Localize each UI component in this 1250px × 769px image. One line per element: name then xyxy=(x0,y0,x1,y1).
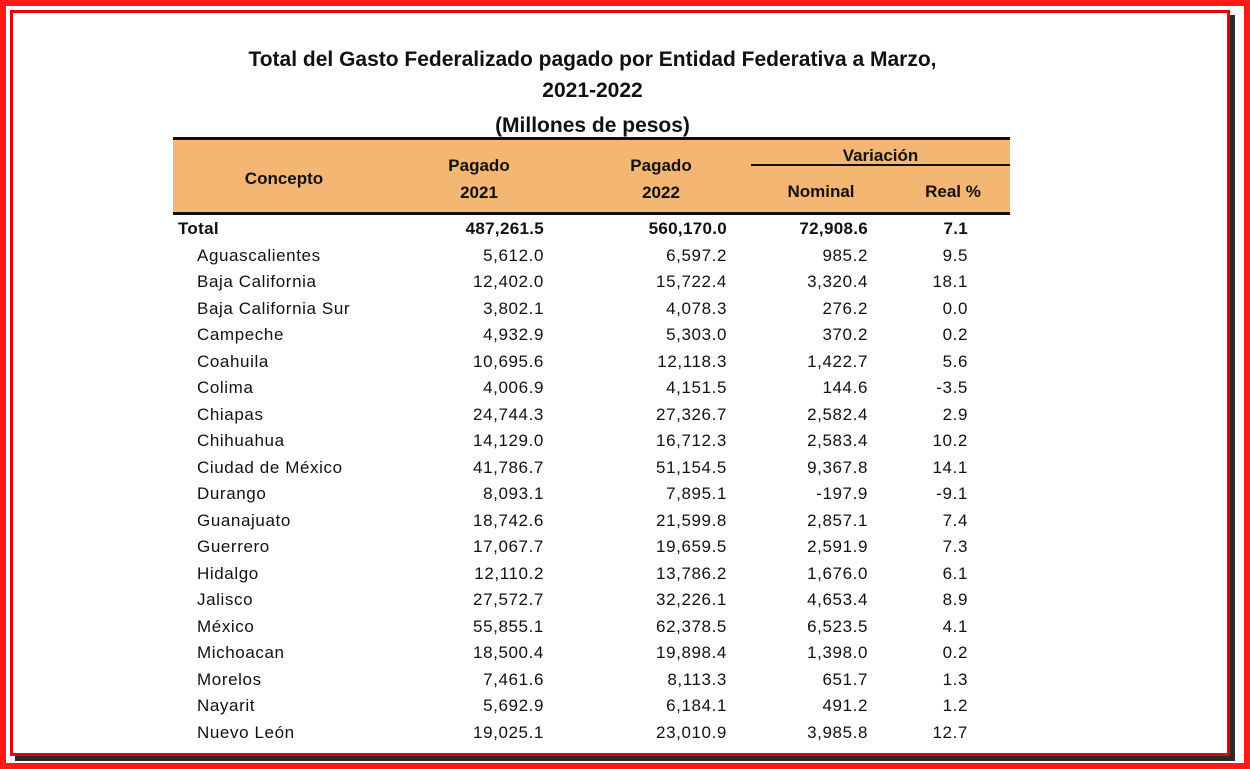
row-real: 12.7 xyxy=(932,722,968,742)
row-pagado-2022: 7,895.1 xyxy=(666,484,727,503)
row-pagado-2021: 18,742.6 xyxy=(473,510,544,530)
header-pagado-2022-year: 2022 xyxy=(642,183,680,202)
row-nominal: 2,857.1 xyxy=(807,510,868,530)
row-pagado-2022: 51,154.5 xyxy=(656,457,727,477)
row-nominal: 2,591.9 xyxy=(807,537,868,556)
row-pagado-2021: 5,612.0 xyxy=(483,245,544,265)
row-pagado-2021: 41,786.7 xyxy=(473,457,544,477)
row-nominal: 1,676.0 xyxy=(807,563,868,583)
row-nominal: 3,320.4 xyxy=(807,272,868,291)
row-name: Hidalgo xyxy=(197,563,259,583)
row-pagado-2021: 18,500.4 xyxy=(473,643,544,662)
row-name: Colima xyxy=(197,378,254,397)
row-real: 0.0 xyxy=(942,298,968,318)
row-pagado-2022: 19,898.4 xyxy=(656,643,727,662)
table-row xyxy=(173,639,1010,666)
table-row xyxy=(173,666,1010,693)
row-nominal: 144.6 xyxy=(822,378,868,397)
row-real: 2.9 xyxy=(942,404,968,424)
row-real: 1.3 xyxy=(942,669,968,689)
row-pagado-2021: 5,692.9 xyxy=(483,696,544,715)
row-pagado-2021: 487,261.5 xyxy=(465,219,544,238)
row-name: Ciudad de México xyxy=(197,457,343,477)
table-row xyxy=(173,586,1010,613)
row-pagado-2021: 24,744.3 xyxy=(473,404,544,424)
row-name: Baja California Sur xyxy=(197,298,351,318)
row-pagado-2022: 62,378.5 xyxy=(656,616,727,636)
row-nominal: -197.9 xyxy=(816,484,868,503)
table-row xyxy=(173,507,1010,534)
row-real: 4.1 xyxy=(942,616,968,636)
row-real: 5.6 xyxy=(942,351,968,371)
row-pagado-2021: 12,110.2 xyxy=(474,563,544,583)
row-pagado-2022: 6,184.1 xyxy=(666,696,727,715)
row-pagado-2021: 55,855.1 xyxy=(473,616,544,636)
table-header xyxy=(173,137,1010,215)
row-real: 18.1 xyxy=(932,272,968,291)
row-nominal: 2,583.4 xyxy=(807,431,868,450)
table-row xyxy=(173,613,1010,640)
row-real: 0.2 xyxy=(942,325,968,344)
row-name: Nayarit xyxy=(197,696,256,715)
row-real: 14.1 xyxy=(932,457,968,477)
row-name: Guanajuato xyxy=(197,510,291,530)
row-pagado-2021: 17,067.7 xyxy=(473,537,544,556)
row-pagado-2021: 3,802.1 xyxy=(483,298,544,318)
header-pagado-2021 xyxy=(409,152,549,206)
table-row xyxy=(173,560,1010,587)
row-nominal: 4,653.4 xyxy=(807,590,868,609)
row-pagado-2021: 4,932.9 xyxy=(483,325,544,344)
row-pagado-2021: 12,402.0 xyxy=(473,272,544,291)
row-name: Guerrero xyxy=(197,537,270,556)
row-nominal: 2,582.4 xyxy=(807,404,868,424)
row-pagado-2022: 5,303.0 xyxy=(666,325,727,344)
table-row xyxy=(173,295,1010,322)
row-name: Durango xyxy=(197,484,267,503)
table-row xyxy=(173,401,1010,428)
row-pagado-2022: 19,659.5 xyxy=(656,537,727,556)
table-row-total xyxy=(173,215,1010,242)
row-nominal: 985.2 xyxy=(822,245,868,265)
row-pagado-2021: 14,129.0 xyxy=(473,431,544,450)
row-name: Nuevo León xyxy=(197,722,295,742)
row-nominal: 9,367.8 xyxy=(807,457,868,477)
row-pagado-2022: 6,597.2 xyxy=(666,245,727,265)
header-concepto: Concepto xyxy=(244,169,324,188)
row-pagado-2022: 15,722.4 xyxy=(656,272,727,291)
row-nominal: 276.2 xyxy=(822,298,868,318)
row-pagado-2021: 8,093.1 xyxy=(483,484,544,503)
header-real-percent: Real % xyxy=(925,182,981,201)
table-title-line-2: 2021-2022 xyxy=(542,79,643,102)
row-name: Coahuila xyxy=(197,351,269,371)
row-name: Baja California xyxy=(197,272,317,291)
row-real: -3.5 xyxy=(936,378,968,397)
header-pagado-2021-year: 2021 xyxy=(460,183,498,202)
row-pagado-2021: 7,461.6 xyxy=(483,669,544,689)
row-pagado-2021: 4,006.9 xyxy=(483,378,544,397)
row-pagado-2022: 23,010.9 xyxy=(656,722,727,742)
row-pagado-2022: 8,113.3 xyxy=(667,669,727,689)
row-real: 6.1 xyxy=(942,563,968,583)
row-real: -9.1 xyxy=(936,484,968,503)
row-real: 8.9 xyxy=(942,590,968,609)
table-row xyxy=(173,242,1010,269)
row-pagado-2022: 21,599.8 xyxy=(656,510,727,530)
row-nominal: 1,422.7 xyxy=(807,351,868,371)
row-name: Aguascalientes xyxy=(197,245,321,265)
row-nominal: 1,398.0 xyxy=(807,643,868,662)
table-title-line-1: Total del Gasto Federalizado pagado por Entidad Federativa a Marzo, xyxy=(248,48,937,71)
table-row xyxy=(173,480,1010,507)
row-nominal: 3,985.8 xyxy=(807,722,868,742)
row-real: 9.5 xyxy=(942,245,968,265)
table-row xyxy=(173,692,1010,719)
row-nominal: 651.7 xyxy=(822,669,868,689)
row-pagado-2022: 27,326.7 xyxy=(656,404,727,424)
row-name: Campeche xyxy=(197,325,285,344)
row-pagado-2021: 19,025.1 xyxy=(473,722,544,742)
row-pagado-2022: 560,170.0 xyxy=(648,219,727,238)
row-name: Michoacan xyxy=(197,643,285,662)
table-title-units: (Millones de pesos) xyxy=(495,114,690,137)
table-row xyxy=(173,533,1010,560)
table-row xyxy=(173,268,1010,295)
table-row xyxy=(173,348,1010,375)
row-pagado-2022: 13,786.2 xyxy=(656,563,727,583)
row-real: 10.2 xyxy=(932,431,968,450)
row-pagado-2022: 4,151.5 xyxy=(666,378,727,397)
row-real: 7.4 xyxy=(942,510,968,530)
row-pagado-2022: 16,712.3 xyxy=(656,431,727,450)
table-row xyxy=(173,321,1010,348)
row-name: Total xyxy=(178,219,219,238)
row-pagado-2022: 4,078.3 xyxy=(666,298,727,318)
header-pagado-2022-label: Pagado xyxy=(630,156,692,175)
row-real: 7.1 xyxy=(943,219,968,238)
row-name: Jalisco xyxy=(197,590,254,609)
row-pagado-2022: 12,118.3 xyxy=(657,351,727,371)
row-name: Morelos xyxy=(197,669,262,689)
header-pagado-2021-label: Pagado xyxy=(448,156,510,175)
table-row xyxy=(173,454,1010,481)
header-variacion: Variación xyxy=(842,146,919,165)
row-real: 7.3 xyxy=(942,537,968,556)
row-name: Chiapas xyxy=(197,404,264,424)
table-body xyxy=(173,215,1010,745)
row-real: 0.2 xyxy=(942,643,968,662)
row-nominal: 6,523.5 xyxy=(807,616,868,636)
row-real: 1.2 xyxy=(942,696,968,715)
table-row xyxy=(173,719,1010,746)
row-name: Chihuahua xyxy=(197,431,285,450)
data-table xyxy=(173,137,1010,745)
header-nominal: Nominal xyxy=(787,182,855,201)
header-pagado-2022 xyxy=(591,152,731,206)
row-nominal: 491.2 xyxy=(822,696,868,715)
header-variacion-divider xyxy=(751,164,1010,166)
row-pagado-2022: 32,226.1 xyxy=(656,590,727,609)
row-name: México xyxy=(197,616,255,636)
table-row xyxy=(173,374,1010,401)
table-row xyxy=(173,427,1010,454)
row-nominal: 72,908.6 xyxy=(799,219,868,238)
row-nominal: 370.2 xyxy=(822,325,868,344)
row-pagado-2021: 10,695.6 xyxy=(473,351,544,371)
row-pagado-2021: 27,572.7 xyxy=(473,590,544,609)
